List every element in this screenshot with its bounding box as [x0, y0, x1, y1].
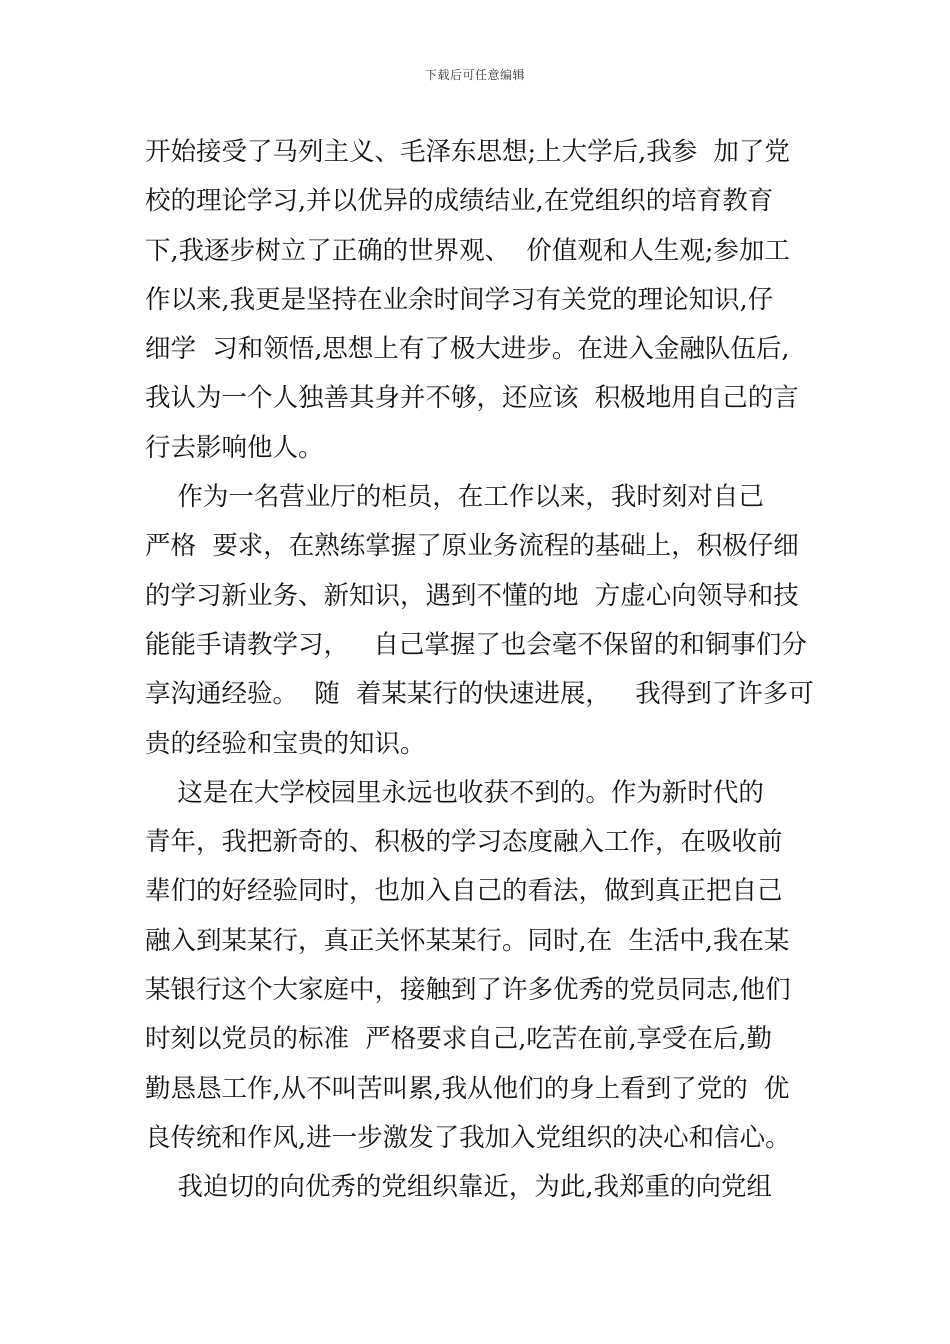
- text-line: 某银行这个大家庭中，接触到了许多优秀的党员同志,他们: [145, 975, 791, 1006]
- text-line: 能能手请教学习， 自己掌握了也会毫不保留的和铜事们分: [145, 629, 807, 660]
- text-line: 勤恳恳工作,从不叫苦叫累,我从他们的身上看到了党的 优: [145, 1073, 790, 1104]
- text-line: 这是在大学校园里永远也收获不到的。作为新时代的: [145, 777, 764, 808]
- text-line: 作以来,我更是坚持在业余时间学习有关党的理论知识,仔: [145, 284, 774, 315]
- text-line: 融入到某某行，真正关怀某某行。同时,在 生活中,我在某: [145, 925, 790, 956]
- text-line: 下,我逐步树立了正确的世界观、 价值观和人生观;参加工: [145, 235, 790, 266]
- text-line: 享沟通经验。 随 着某某行的快速进展， 我得到了许多可: [145, 679, 814, 710]
- page-header: 下载后可任意编辑: [424, 68, 525, 82]
- text-line: 严格 要求，在熟练掌握了原业务流程的基础上，积极仔细: [145, 531, 799, 562]
- body-text: [145, 128, 815, 1213]
- text-line: 细学 习和领悟,思想上有了极大进步。在进入金融队伍后,: [145, 334, 790, 365]
- text-line: 辈们的好经验同时，也加入自己的看法，做到真正把自己: [145, 876, 783, 907]
- text-line: 时刻以党员的标准 严格要求自己,吃苦在前,享受在后,勤: [145, 1024, 773, 1055]
- text-line: 作为一名营业厅的柜员，在工作以来，我时刻对自己: [145, 482, 764, 513]
- text-line: 我迫切的向优秀的党组织靠近，为此,我郑重的向党组: [145, 1172, 773, 1203]
- text-line: 我认为一个人独善其身并不够，还应该 积极地用自己的言: [145, 383, 799, 414]
- text-line: 青年，我把新奇的、积极的学习态度融入工作，在吸收前: [145, 827, 783, 858]
- text-line: 开始接受了马列主义、毛泽东思想;上大学后,我参 加了党: [145, 137, 790, 167]
- text-line: 校的理论学习,并以优异的成绩结业,在党组织的培育教育: [145, 186, 774, 217]
- text-line: 良传统和作风,进一步激发了我加入党组织的决心和信心。: [145, 1122, 791, 1153]
- text-line: 的学习新业务、新知识，遇到不懂的地 方虚心向领导和技: [145, 580, 799, 611]
- text-line: 行去影响他人。: [145, 432, 324, 463]
- text-line: 贵的经验和宝贵的知识。: [145, 728, 426, 759]
